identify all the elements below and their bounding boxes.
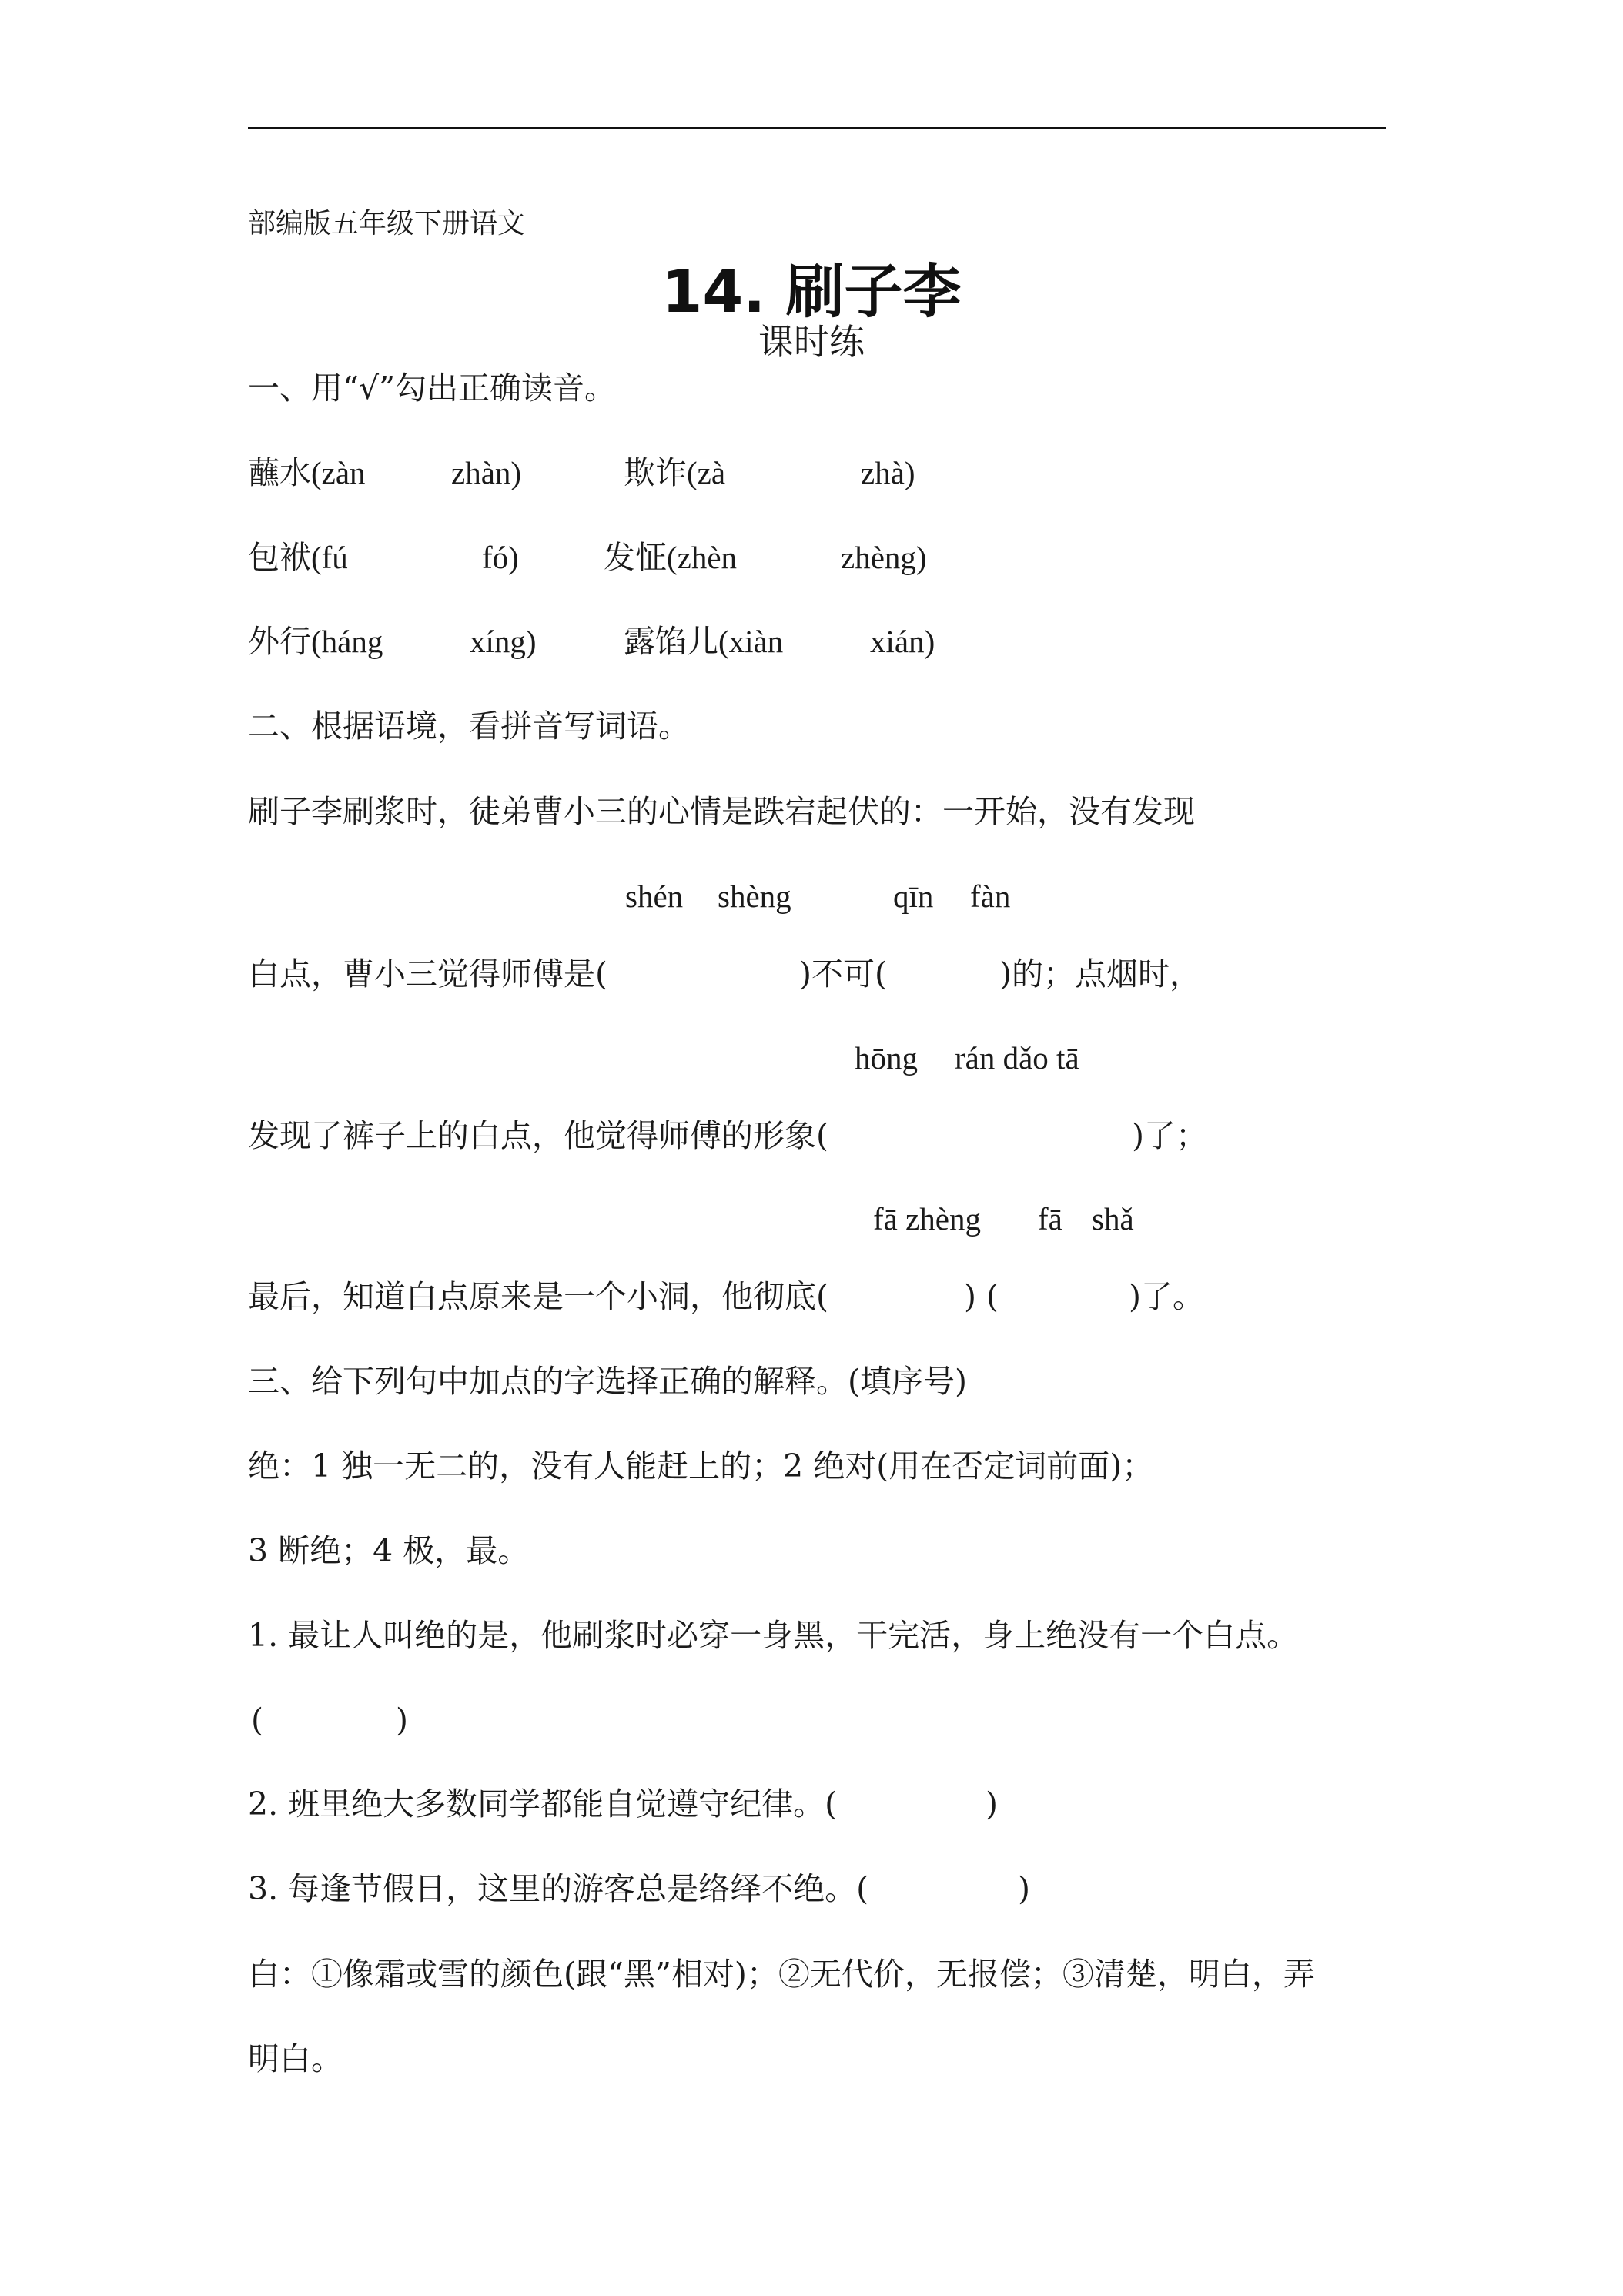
context-line-2a: 白点，曹小三觉得师傅是( — [248, 956, 607, 992]
definition-jue-2: 3 断绝；4 极，最。 — [248, 1532, 530, 1569]
context-line-1: 刷子李刷浆时，徒弟曹小三的心情是跌宕起伏的：一开始，没有发现 — [248, 793, 1195, 830]
pinyin-choice-item: zhà) — [861, 455, 915, 490]
context-line-3a: 发现了裤子上的白点，他觉得师傅的形象( — [248, 1117, 828, 1154]
answer-bracket-open: ( — [251, 1702, 263, 1739]
pinyin-choice-item: zhèng) — [841, 540, 927, 575]
section2-heading: 二、根据语境，看拼音写词语。 — [248, 708, 690, 745]
question-1: 1. 最让人叫绝的是，他刷浆时必穿一身黑，干完活，身上绝没有一个白点。 — [248, 1617, 1299, 1654]
context-line-2c: )的；点烟时， — [999, 956, 1201, 992]
pinyin-hint: fā zhèng — [873, 1201, 981, 1237]
question-2: 2. 班里绝大多数同学都能自觉遵守纪律。( — [248, 1786, 838, 1822]
pinyin-hint: rán dǎo tā — [955, 1040, 1079, 1076]
pinyin-choice-item: 外行(háng — [248, 624, 383, 659]
pinyin-choice-item: zhàn) — [451, 455, 522, 490]
pinyin-choice-item: 蘸水(zàn — [248, 455, 366, 490]
answer-bracket-close: ) — [986, 1786, 998, 1822]
section3-heading: 三、给下列句中加点的字选择正确的解释。(填序号) — [248, 1363, 967, 1400]
page-subtitle: 课时练 — [758, 321, 865, 363]
section1-heading: 一、用“√”勾出正确读音。 — [248, 370, 617, 407]
pinyin-hint: fā — [1038, 1201, 1062, 1237]
pinyin-hint: fàn — [970, 879, 1011, 914]
page-title: 14. 刷子李 — [661, 257, 962, 326]
context-line-3b: )了； — [1132, 1117, 1207, 1154]
definition-bai-1: 白：①像霜或雪的颜色(跟“黑”相对)；②无代价，无报偿；③清楚，明白，弄 — [248, 1956, 1315, 1993]
pinyin-hint: shèng — [718, 879, 791, 914]
answer-bracket-close: ) — [396, 1702, 408, 1739]
pinyin-choice-item: 欺诈(zà — [624, 455, 726, 490]
pinyin-choice-item: xián) — [870, 624, 935, 659]
question-3: 3. 每逢节假日，这里的游客总是络绎不绝。( — [248, 1870, 869, 1907]
pinyin-hint: qīn — [893, 879, 934, 914]
pinyin-choice-item: 包袱(fú — [248, 540, 348, 575]
pinyin-choice-item: 发怔(zhèn — [604, 540, 738, 575]
subject-label: 部编版五年级下册语文 — [248, 208, 526, 239]
pinyin-choice-item: fó) — [482, 540, 519, 575]
pinyin-choice-item: 露馅儿(xiàn — [624, 624, 784, 659]
context-line-4c: )了。 — [1129, 1278, 1204, 1315]
pinyin-choice-item: xíng) — [470, 624, 537, 659]
context-line-4b: ) ( — [964, 1278, 999, 1315]
header-rule — [248, 127, 1386, 129]
answer-bracket-close: ) — [1018, 1870, 1030, 1907]
definition-jue-1: 绝：1 独一无二的，没有人能赶上的；2 绝对(用在否定词前面)； — [248, 1448, 1154, 1484]
pinyin-hint: shén — [625, 879, 684, 914]
pinyin-hint: shǎ — [1092, 1201, 1134, 1237]
context-line-4a: 最后，知道白点原来是一个小洞，他彻底( — [248, 1278, 828, 1315]
definition-bai-2: 明白。 — [248, 2040, 343, 2077]
pinyin-hint: hōng — [855, 1040, 918, 1076]
context-line-2b: )不可( — [799, 956, 887, 992]
